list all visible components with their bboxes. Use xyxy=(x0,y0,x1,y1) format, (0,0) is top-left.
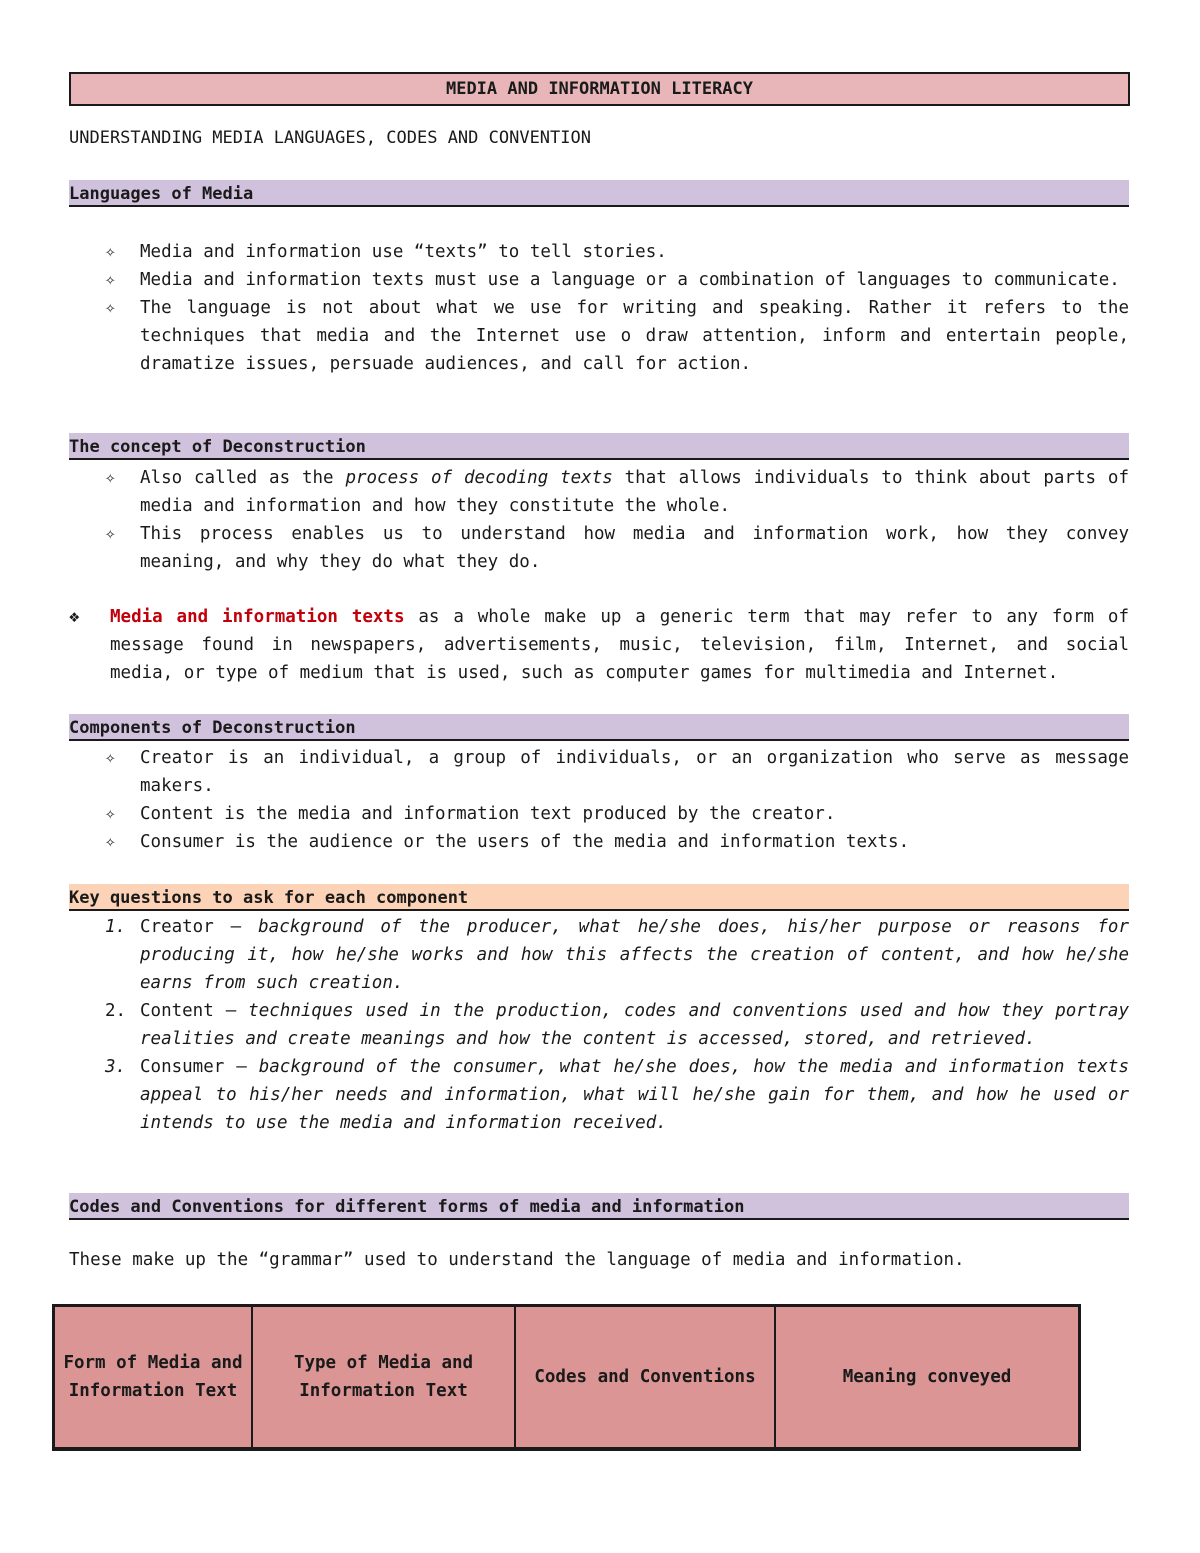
table-header-form: Form of Media and Information Text xyxy=(54,1306,253,1450)
list-item: 1. Creator – background of the producer, what he/she does, his/her purpose or reasons for producing it, how he/she works and how this affects the creation of content, and how he/she earns from such creation. xyxy=(69,913,1129,997)
section-heading-questions: Key questions to ask for each component xyxy=(69,884,1129,911)
deconstruction-list xyxy=(69,464,1129,576)
diamond-bullet-icon: ✧ xyxy=(105,298,116,318)
italic-term: process of decoding texts xyxy=(345,468,613,488)
item-number: 2. xyxy=(105,1001,127,1021)
codes-table xyxy=(52,1304,1081,1451)
document-title: MEDIA AND INFORMATION LITERACY xyxy=(69,72,1130,106)
item-number: 1. xyxy=(105,917,127,937)
diamond-bullet-icon: ✧ xyxy=(105,468,116,488)
list-item: ✧ Consumer is the audience or the users of the media and information texts. xyxy=(69,828,1129,856)
table-header-type: Type of Media and Information Text xyxy=(252,1306,515,1450)
components-list xyxy=(69,744,1129,856)
section-heading-codes: Codes and Conventions for different forms of media and information xyxy=(69,1193,1129,1220)
list-item: ✧ Creator is an individual, a group of individuals, or an organization who serve as message makers. xyxy=(69,744,1129,800)
list-item: 3. Consumer – background of the consumer, what he/she does, how the media and information texts appeal to his/her needs and information, what will he/she gain for them, and how he used or intends to use the media and information received. xyxy=(69,1053,1129,1137)
list-item: ✧ The language is not about what we use for writing and speaking. Rather it refers to the techniques that media and the Internet use o draw attention, inform and entertain people, dramatize issues, persuade audiences, and call for action. xyxy=(69,294,1129,378)
table-header-meaning: Meaning conveyed xyxy=(842,1367,1012,1387)
table-header-codes: Codes and Conventions xyxy=(515,1306,775,1450)
list-item: ✧ Also called as the process of decoding texts that allows individuals to think about parts of media and information and how they constitute the whole. xyxy=(69,464,1129,520)
solid-diamond-bullet-icon: ❖ xyxy=(69,607,80,627)
languages-list xyxy=(69,238,1129,378)
list-item: ✧ Content is the media and information text produced by the creator. xyxy=(69,800,1129,828)
questions-list xyxy=(69,913,1129,1137)
item-number: 3. xyxy=(105,1057,127,1077)
table-header-row xyxy=(54,1306,1080,1450)
list-item: 2. Content – techniques used in the production, codes and conventions used and how they portray realities and create meanings and how the content is accessed, stored, and retrieved. xyxy=(69,997,1129,1053)
diamond-bullet-icon: ✧ xyxy=(105,242,116,262)
section-heading-languages: Languages of Media xyxy=(69,180,1129,207)
diamond-bullet-icon: ✧ xyxy=(105,270,116,290)
codes-intro: These make up the “grammar” used to understand the language of media and information. xyxy=(69,1250,965,1270)
list-item: ✧ This process enables us to understand how media and information work, how they convey meaning, and why they do what they do. xyxy=(69,520,1129,576)
section-heading-components: Components of Deconstruction xyxy=(69,714,1129,741)
diamond-bullet-icon: ✧ xyxy=(105,748,116,768)
list-item: ✧ Media and information texts must use a language or a combination of languages to communicate. xyxy=(69,266,1129,294)
diamond-bullet-icon: ✧ xyxy=(105,524,116,544)
list-item: ❖ Media and information texts as a whole make up a generic term that may refer to any form of message found in newspapers, advertisements, music, television, film, Internet, and social media, or type of medium that is used, such as computer games for multimedia and Internet. xyxy=(69,603,1129,687)
diamond-bullet-icon: ✧ xyxy=(105,804,116,824)
list-item: ✧ Media and information use “texts” to tell stories. xyxy=(69,238,1129,266)
media-texts-note xyxy=(69,603,1129,687)
document-subtitle: UNDERSTANDING MEDIA LANGUAGES, CODES AND CONVENTION xyxy=(69,128,591,148)
diamond-bullet-icon: ✧ xyxy=(105,832,116,852)
section-heading-deconstruction: The concept of Deconstruction xyxy=(69,433,1129,460)
highlighted-term: Media and information texts xyxy=(110,607,405,627)
